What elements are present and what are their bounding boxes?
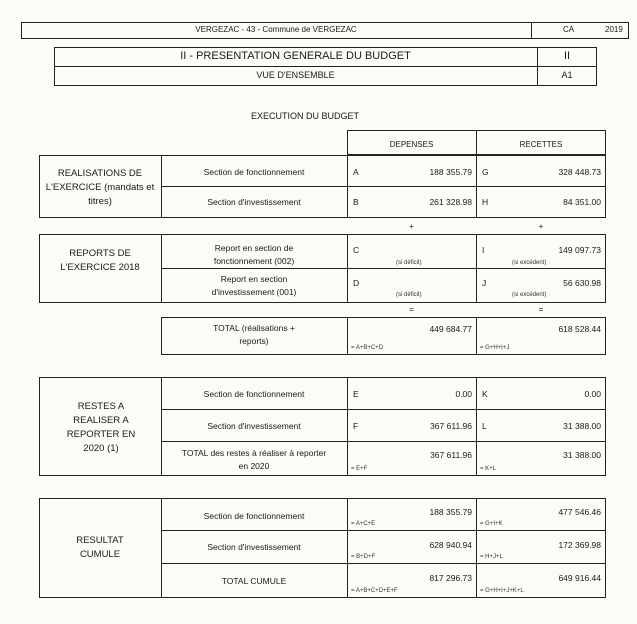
col-depenses: DEPENSES: [389, 140, 434, 149]
total-cumule-recettes: 649 916.44: [558, 573, 601, 583]
letter-l: L: [482, 421, 487, 431]
letter-i: I: [482, 245, 485, 255]
section-title: EXECUTION DU BUDGET: [250, 111, 359, 121]
letter-d: D: [353, 278, 360, 288]
formula: = K+L: [480, 466, 497, 472]
letter-c: C: [353, 245, 360, 255]
row-label: Report en section de fonctionnement (002): [213, 243, 295, 266]
letter-f: F: [353, 421, 359, 431]
value-g: 328 448.73: [558, 167, 601, 177]
plus-sign-recettes: +: [538, 222, 544, 231]
letter-e: E: [353, 389, 359, 399]
formula: = G+H+I+J+K+L: [480, 588, 524, 594]
total-realisations-label: TOTAL (réalisations + reports): [213, 323, 295, 346]
divider: [476, 498, 477, 598]
restes-label: RESTES A REALISER A REPORTER EN 2020 (1): [66, 401, 136, 454]
plus-sign-depenses: +: [409, 222, 414, 231]
formula: = A+B+C+D: [351, 345, 384, 351]
restes-total-depenses: 367 611.96: [430, 450, 472, 460]
value-h: 84 351.00: [563, 197, 601, 207]
row-label: Section de fonctionnement: [203, 167, 305, 177]
total-recettes-value: 618 528.44: [558, 324, 601, 334]
note-si-excedent: (si excédent): [512, 292, 547, 298]
formula: = G+H+I+J: [480, 345, 510, 351]
row-label: Section de fonctionnement: [203, 511, 305, 521]
value-e: 0.00: [455, 389, 472, 399]
divider: [347, 317, 348, 355]
value-b: 261 328.98: [429, 197, 472, 207]
divider: [161, 530, 606, 531]
restes-total-label: TOTAL des restes à réaliser à reporter en 2020: [181, 448, 327, 471]
cumul-fonct-depenses: 188 355.79: [429, 507, 472, 517]
value-l: 31 388.00: [563, 421, 601, 431]
header-divider: [531, 22, 532, 39]
value-f: 367 611.96: [430, 421, 472, 431]
cumul-invest-depenses: 628 940.94: [429, 540, 472, 550]
divider: [161, 441, 606, 442]
total-cumule-depenses: 817 296.73: [429, 573, 472, 583]
formula: = B+D+F: [351, 554, 376, 560]
doc-year: 2019: [605, 25, 623, 34]
row-label: Report en section d'investissement (001): [211, 274, 297, 297]
letter-h: H: [482, 197, 489, 207]
page-title: II - PRESENTATION GENERALE DU BUDGET: [180, 50, 411, 62]
page-title-code: II: [563, 50, 571, 62]
title-divider: [54, 66, 597, 67]
value-a: 188 355.79: [429, 167, 472, 177]
divider: [347, 498, 348, 598]
formula: = H+J+L: [480, 554, 503, 560]
note-si-deficit: (si déficit): [396, 292, 422, 298]
divider: [161, 409, 606, 410]
col-recettes: RECETTES: [519, 140, 563, 149]
letter-g: G: [482, 167, 489, 177]
formula: = A+C+E: [351, 521, 376, 527]
cumul-fonct-recettes: 477 546.46: [558, 507, 601, 517]
row-label: Section d'investissement: [207, 197, 301, 207]
letter-j: J: [482, 278, 487, 288]
letter-b: B: [353, 197, 359, 207]
doc-type: CA: [563, 25, 575, 34]
equals-sign-depenses: =: [409, 305, 414, 314]
divider: [161, 186, 606, 187]
equals-sign-recettes: =: [538, 305, 544, 314]
page-subtitle: VUE D'ENSEMBLE: [256, 70, 335, 80]
reports-label: REPORTS DE L'EXERCICE 2018: [60, 248, 140, 273]
row-label: Section d'investissement: [207, 542, 301, 552]
commune-name: VERGEZAC - 43 - Commune de VERGEZAC: [195, 25, 357, 34]
formula: = G+I+K: [480, 521, 503, 527]
realisations-label: REALISATIONS DE L'EXERCICE (mandats et titres): [45, 168, 155, 207]
value-k: 0.00: [584, 389, 601, 399]
note-si-excedent: (si excédent): [512, 260, 547, 266]
letter-k: K: [482, 389, 488, 399]
divider: [476, 377, 477, 476]
divider: [476, 317, 477, 355]
divider: [347, 377, 348, 476]
cumul-invest-recettes: 172 369.98: [558, 540, 601, 550]
formula: = A+B+C+D+E+F: [351, 588, 398, 594]
formula: = E+F: [351, 466, 368, 472]
row-label: Section d'investissement: [207, 421, 301, 431]
row-label: TOTAL CUMULE: [221, 576, 287, 586]
page-subtitle-code: A1: [561, 70, 573, 80]
note-si-deficit: (si déficit): [396, 260, 422, 266]
restes-total-recettes: 31 388.00: [563, 450, 601, 460]
divider: [161, 268, 606, 269]
value-i: 149 097.73: [558, 245, 601, 255]
value-j: 56 630.98: [563, 278, 601, 288]
divider: [161, 563, 606, 564]
total-depenses-value: 449 684.77: [429, 324, 472, 334]
letter-a: A: [353, 167, 359, 177]
row-label: Section de fonctionnement: [203, 389, 305, 399]
resultat-label: RESULTAT CUMULE: [76, 535, 124, 560]
